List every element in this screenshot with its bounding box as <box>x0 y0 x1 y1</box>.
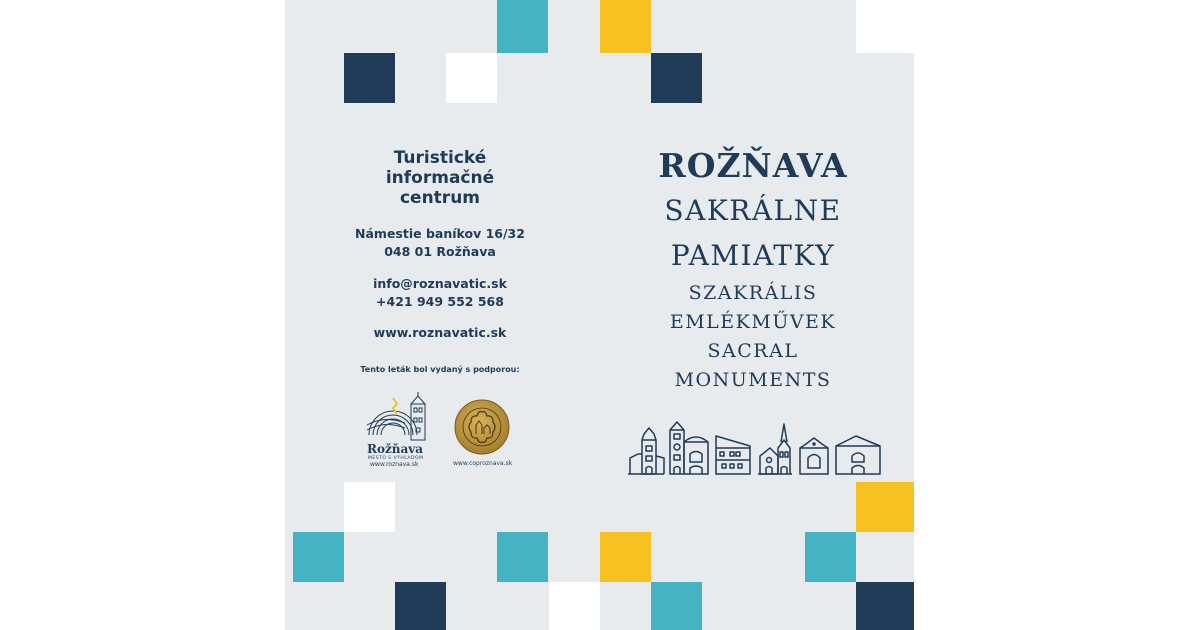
sponsor-logos <box>365 390 525 475</box>
subtitle-hu-line2: EMLÉKMŰVEK <box>669 311 837 333</box>
subtitle-hu-line1: SZAKRÁLIS <box>688 282 818 304</box>
city-arcs-tower-icon <box>365 390 435 442</box>
decor-square <box>549 582 600 630</box>
title-line: informačné <box>385 168 495 188</box>
leaflet-spread <box>285 0 914 630</box>
phone-number: +421 949 552 568 <box>376 294 504 309</box>
info-center-title <box>355 148 525 208</box>
support-note: Tento leták bol vydaný s podporou: <box>360 365 520 374</box>
city-website-link[interactable]: www.roznava.sk <box>370 461 419 468</box>
city-logo-tagline: MESTO S VÝHĽADOM <box>368 456 424 461</box>
decor-square <box>293 532 344 582</box>
decor-square <box>497 532 548 582</box>
cover-title-block <box>625 143 881 395</box>
decor-square <box>600 0 651 53</box>
address-street: Námestie baníkov 16/32 <box>355 226 525 241</box>
address-city: 048 01 Rožňava <box>384 244 496 259</box>
address <box>355 225 525 261</box>
title-line: centrum <box>399 188 481 208</box>
decor-square <box>805 532 856 582</box>
subtitle-sk-line2: PAMIATKY <box>670 239 836 272</box>
contact <box>355 275 525 311</box>
subtitle-sk-line1: SAKRÁLNE <box>664 194 842 227</box>
decor-square <box>344 53 395 103</box>
decor-square <box>856 0 914 53</box>
decor-square <box>344 482 395 532</box>
subtitle-en-line2: MONUMENTS <box>674 369 832 391</box>
decor-square <box>497 0 548 53</box>
title-line: Turistické <box>393 148 487 168</box>
cover-title: ROŽŇAVA <box>658 146 848 185</box>
decor-square <box>856 482 914 532</box>
cop-roznava-badge-logo <box>453 398 523 473</box>
city-logo-name: Rožňava <box>367 442 424 456</box>
info-center-panel <box>355 148 525 374</box>
subtitle-en-line1: SACRAL <box>707 340 799 362</box>
decor-square <box>856 582 914 630</box>
decor-square <box>651 582 702 630</box>
decor-square <box>446 53 497 103</box>
decor-square <box>600 532 651 582</box>
gold-badge-icon <box>453 398 511 456</box>
email-link[interactable]: info@roznavatic.sk <box>373 276 507 291</box>
decor-square <box>651 53 702 103</box>
church-skyline-icon <box>628 418 884 478</box>
cop-website-link[interactable]: www.coproznava.sk <box>453 460 513 467</box>
website-link[interactable]: www.roznavatic.sk <box>373 325 507 340</box>
roznava-city-logo <box>365 390 435 470</box>
decor-square <box>395 582 446 630</box>
